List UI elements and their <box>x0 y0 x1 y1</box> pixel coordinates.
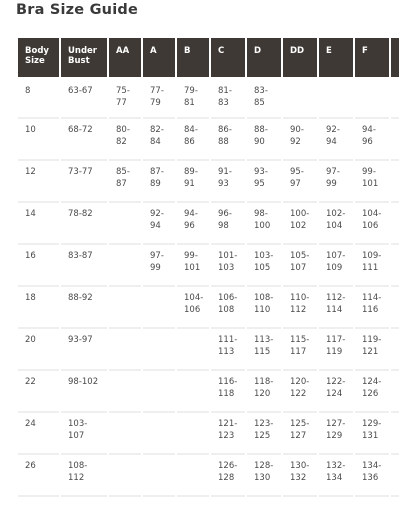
cup-size-cell: 86-88 <box>211 119 245 161</box>
under-bust-cell: 78-82 <box>61 203 107 245</box>
cup-size-cell: 113-115 <box>247 329 281 371</box>
cup-size-cell: 116-118 <box>211 371 245 413</box>
cup-size-cell <box>143 287 175 329</box>
cup-size-cell: 107-109 <box>319 245 353 287</box>
header-cup-f: F <box>355 38 389 77</box>
cup-size-cell: 105-107 <box>283 245 317 287</box>
cup-size-cell: 95-97 <box>283 161 317 203</box>
cup-size-cell: 83-85 <box>247 77 281 119</box>
table-row <box>18 287 399 329</box>
cup-size-cell: 127-129 <box>319 413 353 455</box>
cup-size-cell: 80-82 <box>109 119 141 161</box>
cup-size-cell: 94-96 <box>355 119 389 161</box>
header-row <box>18 38 399 77</box>
cup-size-cell: 101-103 <box>211 245 245 287</box>
page-title: Bra Size Guide <box>16 2 138 18</box>
cup-size-cell: 85-87 <box>109 161 141 203</box>
table-row <box>18 77 399 119</box>
cup-size-cell <box>391 203 399 245</box>
cup-size-cell <box>391 245 399 287</box>
header-cup-c: C <box>211 38 245 77</box>
cup-size-cell: 98-100 <box>247 203 281 245</box>
header-cup-next <box>391 38 399 77</box>
cup-size-cell: 120-122 <box>283 371 317 413</box>
cup-size-cell <box>109 455 141 497</box>
cup-size-cell: 89-91 <box>177 161 209 203</box>
cup-size-cell: 84-86 <box>177 119 209 161</box>
size-table-container[interactable] <box>18 38 415 497</box>
cup-size-cell: 123-125 <box>247 413 281 455</box>
header-under-bust: Under Bust <box>61 38 107 77</box>
cup-size-cell: 97-99 <box>319 161 353 203</box>
body-size-cell: 10 <box>18 119 59 161</box>
cup-size-cell: 77-79 <box>143 77 175 119</box>
cup-size-cell: 125-127 <box>283 413 317 455</box>
bra-size-table <box>18 38 401 497</box>
cup-size-cell: 104-106 <box>177 287 209 329</box>
cup-size-cell <box>391 77 399 119</box>
table-body <box>18 77 399 497</box>
cup-size-cell <box>283 77 317 119</box>
cup-size-cell: 109-111 <box>355 245 389 287</box>
header-cup-d: D <box>247 38 281 77</box>
cup-size-cell: 103-105 <box>247 245 281 287</box>
body-size-cell: 22 <box>18 371 59 413</box>
table-row <box>18 203 399 245</box>
table-row <box>18 329 399 371</box>
cup-size-cell: 128-130 <box>247 455 281 497</box>
cup-size-cell: 106-108 <box>211 287 245 329</box>
cup-size-cell <box>109 245 141 287</box>
cup-size-cell: 110-112 <box>283 287 317 329</box>
cup-size-cell: 126-128 <box>211 455 245 497</box>
cup-size-cell: 129-131 <box>355 413 389 455</box>
cup-size-cell: 114-116 <box>355 287 389 329</box>
cup-size-cell <box>143 455 175 497</box>
cup-size-cell <box>391 455 399 497</box>
cup-size-cell: 94-96 <box>177 203 209 245</box>
header-cup-a: A <box>143 38 175 77</box>
cup-size-cell <box>143 329 175 371</box>
under-bust-cell: 68-72 <box>61 119 107 161</box>
cup-size-cell: 118-120 <box>247 371 281 413</box>
body-size-cell: 18 <box>18 287 59 329</box>
cup-size-cell <box>143 413 175 455</box>
cup-size-cell: 121-123 <box>211 413 245 455</box>
table-row <box>18 371 399 413</box>
cup-size-cell <box>391 161 399 203</box>
cup-size-cell <box>391 371 399 413</box>
cup-size-cell: 132-134 <box>319 455 353 497</box>
table-row <box>18 413 399 455</box>
body-size-cell: 12 <box>18 161 59 203</box>
under-bust-cell: 103-107 <box>61 413 107 455</box>
cup-size-cell <box>177 371 209 413</box>
cup-size-cell: 79-81 <box>177 77 209 119</box>
cup-size-cell: 108-110 <box>247 287 281 329</box>
body-size-cell: 24 <box>18 413 59 455</box>
under-bust-cell: 93-97 <box>61 329 107 371</box>
cup-size-cell: 100-102 <box>283 203 317 245</box>
cup-size-cell: 130-132 <box>283 455 317 497</box>
cup-size-cell <box>177 413 209 455</box>
cup-size-cell: 99-101 <box>355 161 389 203</box>
body-size-cell: 20 <box>18 329 59 371</box>
table-row <box>18 455 399 497</box>
cup-size-cell: 97-99 <box>143 245 175 287</box>
under-bust-cell: 98-102 <box>61 371 107 413</box>
cup-size-cell <box>143 371 175 413</box>
cup-size-cell: 90-92 <box>283 119 317 161</box>
cup-size-cell <box>391 119 399 161</box>
header-cup-e: E <box>319 38 353 77</box>
under-bust-cell: 83-87 <box>61 245 107 287</box>
cup-size-cell: 88-90 <box>247 119 281 161</box>
header-cup-b: B <box>177 38 209 77</box>
header-cup-dd: DD <box>283 38 317 77</box>
table-row <box>18 119 399 161</box>
cup-size-cell <box>355 77 389 119</box>
cup-size-cell: 91-93 <box>211 161 245 203</box>
cup-size-cell <box>177 455 209 497</box>
cup-size-cell <box>109 287 141 329</box>
table-row <box>18 245 399 287</box>
cup-size-cell: 92-94 <box>143 203 175 245</box>
cup-size-cell: 99-101 <box>177 245 209 287</box>
cup-size-cell <box>109 203 141 245</box>
cup-size-cell: 82-84 <box>143 119 175 161</box>
cup-size-cell: 93-95 <box>247 161 281 203</box>
cup-size-cell: 81-83 <box>211 77 245 119</box>
cup-size-cell <box>391 413 399 455</box>
cup-size-cell: 112-114 <box>319 287 353 329</box>
table-header <box>18 38 399 77</box>
body-size-cell: 26 <box>18 455 59 497</box>
body-size-cell: 8 <box>18 77 59 119</box>
cup-size-cell: 104-106 <box>355 203 389 245</box>
header-cup-aa: AA <box>109 38 141 77</box>
cup-size-cell: 96-98 <box>211 203 245 245</box>
under-bust-cell: 63-67 <box>61 77 107 119</box>
cup-size-cell <box>391 329 399 371</box>
cup-size-cell: 111-113 <box>211 329 245 371</box>
cup-size-cell <box>109 371 141 413</box>
cup-size-cell <box>109 413 141 455</box>
cup-size-cell: 87-89 <box>143 161 175 203</box>
body-size-cell: 16 <box>18 245 59 287</box>
cup-size-cell <box>319 77 353 119</box>
cup-size-cell: 115-117 <box>283 329 317 371</box>
cup-size-cell <box>391 287 399 329</box>
under-bust-cell: 88-92 <box>61 287 107 329</box>
cup-size-cell: 119-121 <box>355 329 389 371</box>
under-bust-cell: 73-77 <box>61 161 107 203</box>
cup-size-cell: 102-104 <box>319 203 353 245</box>
cup-size-cell: 124-126 <box>355 371 389 413</box>
cup-size-cell: 75-77 <box>109 77 141 119</box>
header-body-size: Body Size <box>18 38 59 77</box>
table-row <box>18 161 399 203</box>
cup-size-cell <box>177 329 209 371</box>
cup-size-cell: 134-136 <box>355 455 389 497</box>
body-size-cell: 14 <box>18 203 59 245</box>
under-bust-cell: 108-112 <box>61 455 107 497</box>
cup-size-cell <box>109 329 141 371</box>
cup-size-cell: 122-124 <box>319 371 353 413</box>
cup-size-cell: 92-94 <box>319 119 353 161</box>
cup-size-cell: 117-119 <box>319 329 353 371</box>
